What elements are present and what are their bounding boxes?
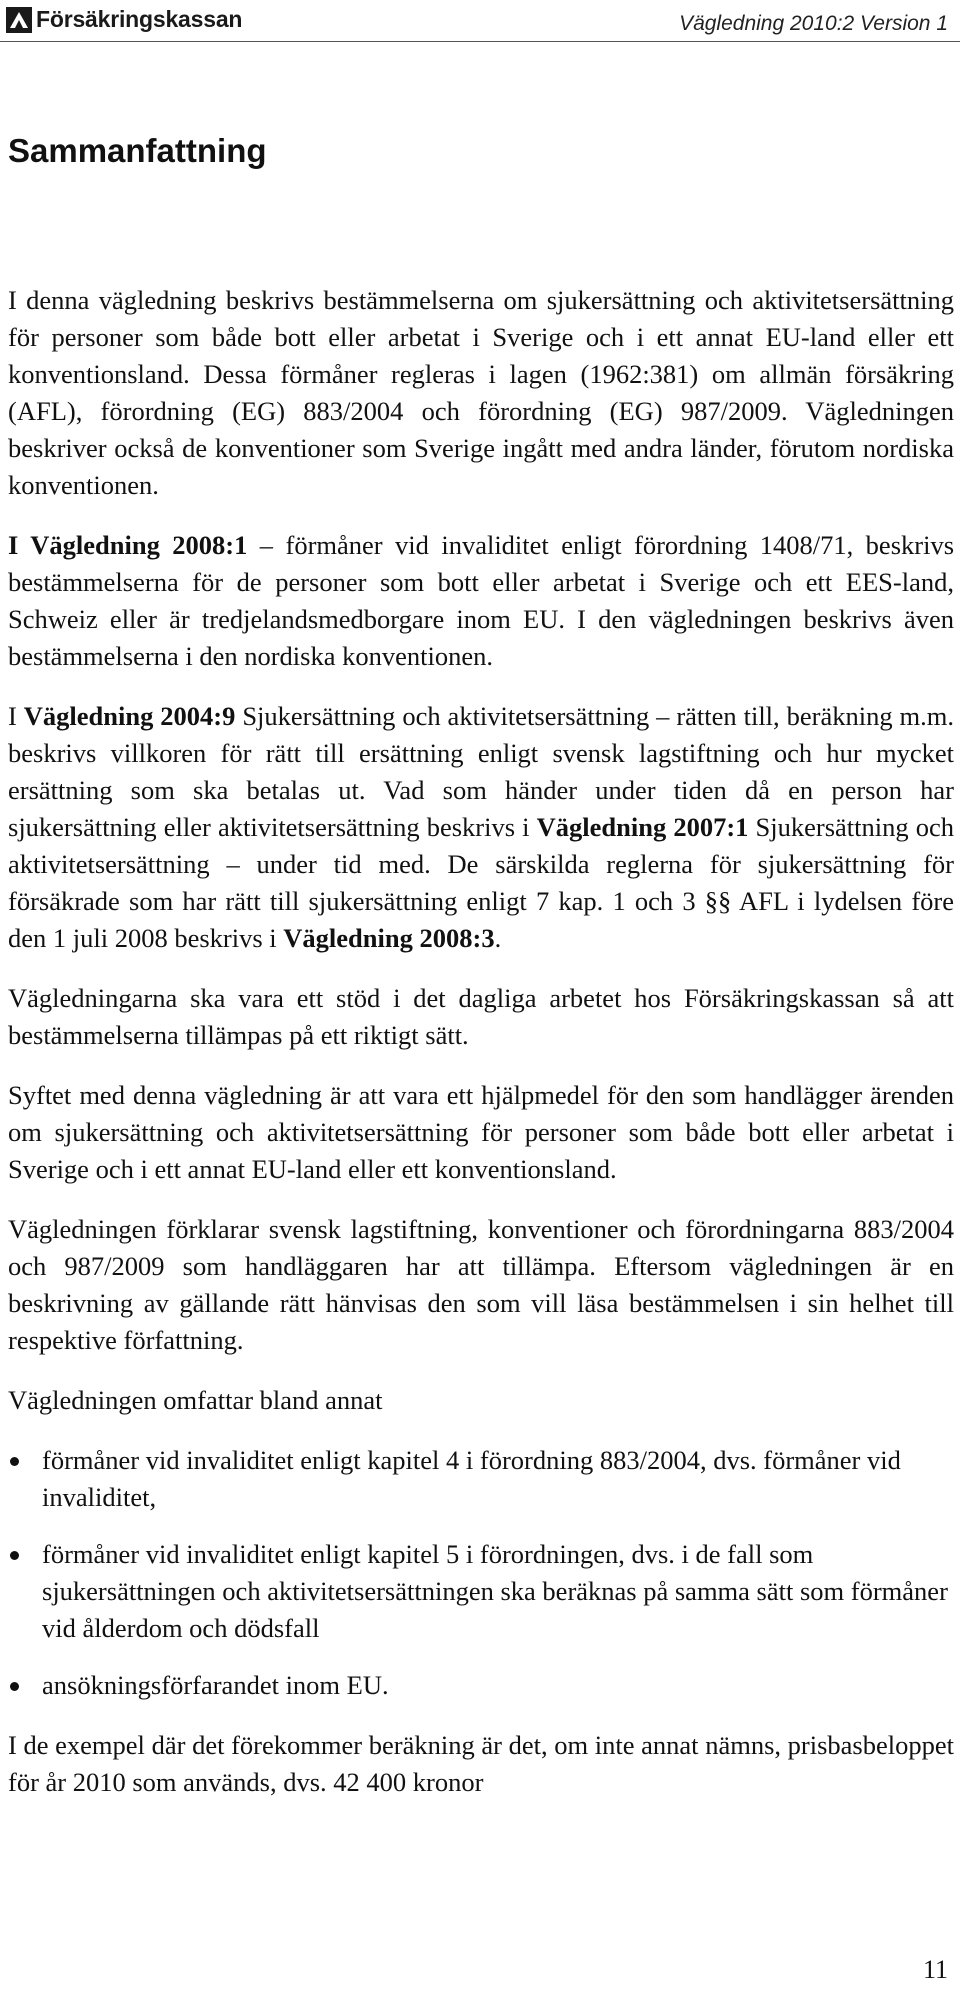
logo-text: Försäkringskassan bbox=[36, 6, 243, 32]
paragraph-example-note: I de exempel där det förekommer beräkning är det, om inte annat nämns, prisbasbeloppet för år 2010 som används, dvs. 42 400 kronor bbox=[8, 1730, 954, 1797]
bullet-list bbox=[8, 1442, 954, 1704]
paragraph-text: Sjukersättning och aktivitetsersättning – rätten till, beräkning m.m. beskrivs villkoren för rätt till ersättning enligt svensk lagstiftning och hur mycket ersättning som ska betalas ut. Vad som händer under tiden då en person har sjukersättning eller aktivitetsersättning beskrivs i bbox=[8, 701, 954, 842]
reference-vagledning-2004-9: Vägledning 2004:9 bbox=[23, 701, 236, 731]
forsakringskassan-logo-icon bbox=[6, 7, 32, 33]
document-body bbox=[8, 282, 954, 1824]
paragraph-list-intro: Vägledningen omfattar bland annat bbox=[8, 1385, 383, 1415]
logo bbox=[6, 6, 242, 33]
paragraph-intro: I denna vägledning beskrivs bestämmelserna om sjukersättning och aktivitetsersättning för personer som både bott eller arbetat i Sverige och i ett annat EU-land eller ett konventionsland. Dessa förmåner regleras i lagen (1962:381) om allmän försäkring (AFL), förordning (EG) 883/2004 och förordning (EG) 987/2009. Vägledningen beskriver också de konventioner som Sverige ingått med andra länder, förutom nordiska konventionen. bbox=[8, 285, 954, 500]
paragraph-vagledning-2008-1 bbox=[8, 527, 954, 675]
list-item bbox=[8, 1536, 954, 1647]
list-item bbox=[8, 1442, 954, 1516]
bullet-icon bbox=[10, 1457, 19, 1466]
list-item-text: förmåner vid invaliditet enligt kapitel 4 i förordning 883/2004, dvs. förmåner vid invaliditet, bbox=[42, 1445, 901, 1512]
paragraph-purpose: Syftet med denna vägledning är att vara ett hjälpmedel för den som handlägger ärenden om sjukersättning och aktivitetsersättning för personer som både bott eller arbetat i Sverige och i ett annat EU-land eller ett konventionsland. bbox=[8, 1080, 954, 1184]
bullet-icon bbox=[10, 1551, 19, 1560]
reference-vagledning-2008-1: I Vägledning 2008:1 bbox=[8, 530, 248, 560]
paragraph-text: Sjukersättning och aktivitetsersättning – under tid med. De särskilda reglerna för sjukersättning för försäkrade som har rätt till sjukersättning enligt 7 kap. 1 och 3 §§ AFL i lydelsen före den 1 juli 2008 beskrivs i bbox=[8, 812, 954, 953]
bullet-icon bbox=[10, 1682, 19, 1691]
paragraph-text: – förmåner vid invaliditet enligt förordning 1408/71, beskrivs bestämmelserna för de personer som bott eller arbetat i Sverige och ett EES-land, Schweiz eller är tredjelandsmedborgare inom EU. I den vägledningen beskrivs även bestämmelserna i den nordiska konventionen. bbox=[8, 530, 955, 671]
paragraph-support: Vägledningarna ska vara ett stöd i det dagliga arbetet hos Försäkringskassan så att bestämmelserna tillämpas på ett riktigt sätt. bbox=[8, 983, 954, 1050]
reference-vagledning-2007-1: Vägledning 2007:1 bbox=[536, 812, 749, 842]
paragraph-explanation: Vägledningen förklarar svensk lagstiftning, konventioner och förordningarna 883/2004 och 987/2009 som handläggaren har att tillämpa. Eftersom vägledningen är en beskrivning av gällande rätt hänvisas den som vill läsa bestämmelsen i sin helhet till respektive författning. bbox=[8, 1214, 954, 1355]
page-title: Sammanfattning bbox=[8, 132, 267, 169]
paragraph-related-guides bbox=[8, 698, 954, 957]
reference-vagledning-2008-3: Vägledning 2008:3 bbox=[283, 923, 495, 953]
page-header bbox=[0, 0, 960, 44]
list-item-text: förmåner vid invaliditet enligt kapitel 5 i förordningen, dvs. i de fall som sjukersättningen och aktivitetsersättningen ska beräknas på samma sätt som förmåner vid ålderdom och dödsfall bbox=[42, 1539, 948, 1643]
header-divider bbox=[0, 41, 960, 42]
paragraph-text: . bbox=[494, 923, 502, 953]
document-version: Vägledning 2010:2 Version 1 bbox=[679, 12, 948, 35]
page-number: 11 bbox=[922, 1955, 948, 1984]
list-item bbox=[8, 1667, 954, 1704]
paragraph-text: I bbox=[8, 701, 24, 731]
list-item-text: ansökningsförfarandet inom EU. bbox=[42, 1670, 389, 1700]
